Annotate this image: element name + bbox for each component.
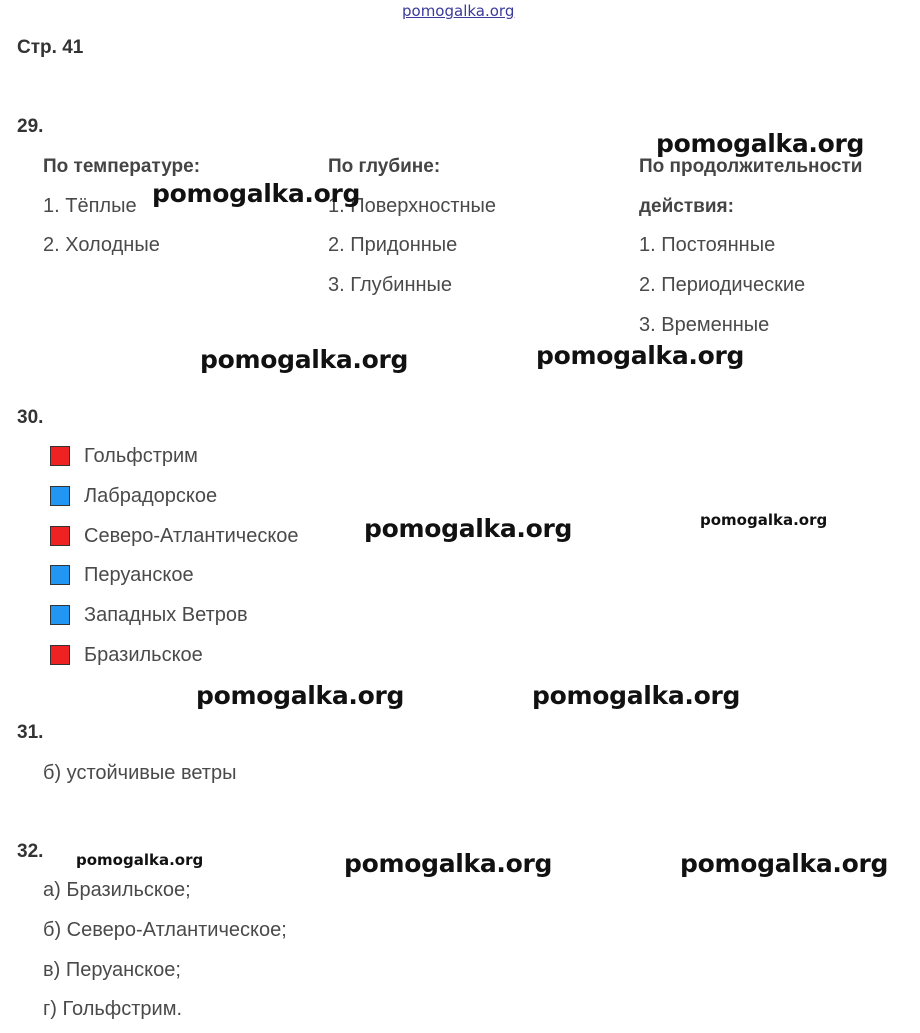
current-label: Бразильское [84,644,203,666]
question-number: 32. [17,841,44,862]
current-label: Северо-Атлантическое [84,525,299,547]
question-number: 31. [17,722,44,743]
red-square-icon [50,526,70,546]
column-heading-temperature: По температуре: [43,156,201,177]
question-number: 30. [17,407,44,428]
current-label: Гольфстрим [84,445,198,467]
current-label: Перуанское [84,564,194,586]
watermark: pomogalka.org [680,849,889,878]
list-item: 3. Глубинные [328,274,453,296]
watermark: pomogalka.org [532,681,741,710]
watermark: pomogalka.org [76,851,204,869]
page-label: Стр. 41 [17,37,84,58]
list-item: 2. Придонные [328,234,458,256]
blue-square-icon [50,605,70,625]
watermark: pomogalka.org [700,511,828,529]
list-item: 2. Холодные [43,234,160,256]
blue-square-icon [50,486,70,506]
watermark-top: pomogalka.org [402,2,515,20]
watermark: pomogalka.org [152,179,361,208]
column-heading-duration-line2: действия: [639,196,734,217]
watermark: pomogalka.org [200,345,409,374]
list-item: 1. Тёплые [43,195,137,217]
list-item: в) Перуанское; [43,959,181,981]
watermark: pomogalka.org [196,681,405,710]
red-square-icon [50,645,70,665]
watermark: pomogalka.org [656,129,865,158]
list-item: б) Северо-Атлантическое; [43,919,287,941]
list-item: 2. Периодические [639,274,806,296]
watermark: pomogalka.org [344,849,553,878]
watermark: pomogalka.org [364,514,573,543]
question-number: 29. [17,116,44,137]
watermark: pomogalka.org [536,341,745,370]
column-heading-depth: По глубине: [328,156,441,177]
answer-text: б) устойчивые ветры [43,762,237,784]
list-item: 1. Поверхностные [328,195,497,217]
blue-square-icon [50,565,70,585]
list-item: 3. Временные [639,314,770,336]
list-item: а) Бразильское; [43,879,191,901]
column-heading-duration: По продолжительности [639,156,863,177]
list-item: 1. Постоянные [639,234,776,256]
list-item: г) Гольфстрим. [43,998,182,1020]
current-label: Лабрадорское [84,485,218,507]
red-square-icon [50,446,70,466]
current-label: Западных Ветров [84,604,248,626]
